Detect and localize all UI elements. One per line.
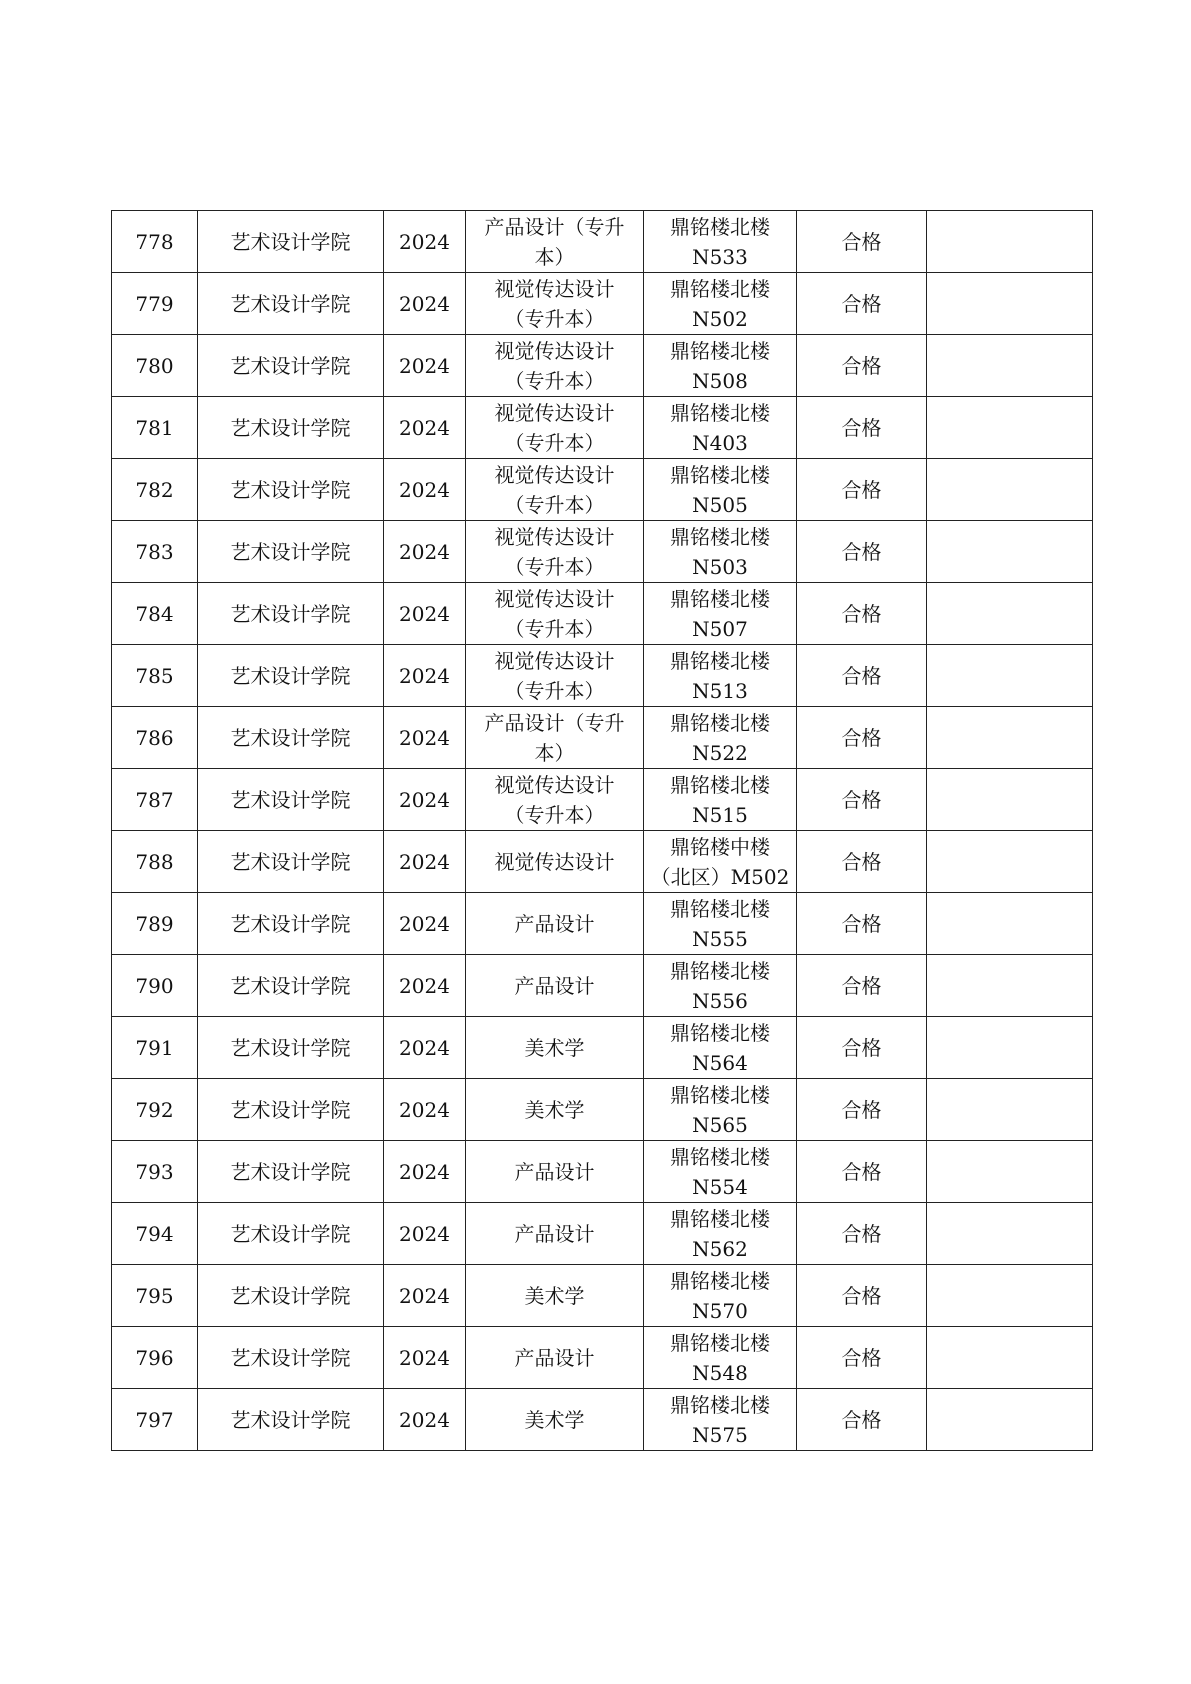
cell-serial-number: 792 [112, 1079, 198, 1141]
cell-college: 艺术设计学院 [198, 1017, 384, 1079]
cell-serial-number: 785 [112, 645, 198, 707]
cell-serial-number: 797 [112, 1389, 198, 1451]
cell-room [644, 397, 797, 459]
table-row [112, 521, 1093, 583]
cell-note [927, 273, 1093, 335]
cell-serial-number: 779 [112, 273, 198, 335]
cell-room-line: 鼎铭楼北楼 [670, 896, 770, 921]
cell-result: 合格 [797, 459, 927, 521]
cell-serial-number: 782 [112, 459, 198, 521]
cell-room-line: 鼎铭楼北楼 [670, 1330, 770, 1355]
cell-result: 合格 [797, 1141, 927, 1203]
cell-note [927, 1389, 1093, 1451]
cell-college: 艺术设计学院 [198, 1389, 384, 1451]
cell-room-line: N508 [692, 368, 748, 393]
cell-major [466, 1203, 644, 1265]
cell-major [466, 521, 644, 583]
cell-room-line: 鼎铭楼北楼 [670, 586, 770, 611]
cell-room [644, 583, 797, 645]
cell-major-line: 视觉传达设计 [494, 772, 615, 797]
cell-result: 合格 [797, 1017, 927, 1079]
table-row [112, 459, 1093, 521]
cell-major [466, 645, 644, 707]
table-row [112, 1327, 1093, 1389]
cell-year: 2024 [384, 831, 466, 893]
cell-room-line: 鼎铭楼北楼 [670, 338, 770, 363]
cell-note [927, 1079, 1093, 1141]
cell-college: 艺术设计学院 [198, 831, 384, 893]
cell-year: 2024 [384, 1203, 466, 1265]
table-row [112, 831, 1093, 893]
cell-room-line: 鼎铭楼北楼 [670, 400, 770, 425]
cell-result: 合格 [797, 831, 927, 893]
cell-year: 2024 [384, 459, 466, 521]
cell-major-line: （专升本） [504, 430, 605, 455]
cell-major [466, 583, 644, 645]
cell-college: 艺术设计学院 [198, 893, 384, 955]
cell-major-line: 视觉传达设计 [494, 648, 615, 673]
cell-year: 2024 [384, 1389, 466, 1451]
table-row [112, 707, 1093, 769]
cell-room-line: 鼎铭楼北楼 [670, 524, 770, 549]
cell-room-line: 鼎铭楼北楼 [670, 276, 770, 301]
cell-room [644, 645, 797, 707]
table-row [112, 211, 1093, 273]
table-row [112, 1389, 1093, 1451]
table-row [112, 1141, 1093, 1203]
cell-serial-number: 790 [112, 955, 198, 1017]
cell-major-line: （专升本） [504, 368, 605, 393]
cell-result: 合格 [797, 397, 927, 459]
table-row [112, 1203, 1093, 1265]
cell-room-line: N554 [692, 1174, 748, 1199]
cell-result: 合格 [797, 955, 927, 1017]
cell-major-line: （专升本） [504, 554, 605, 579]
cell-major [466, 955, 644, 1017]
cell-major [466, 1079, 644, 1141]
cell-room-line: N503 [692, 554, 748, 579]
cell-year: 2024 [384, 335, 466, 397]
cell-serial-number: 783 [112, 521, 198, 583]
cell-major-line: 产品设计 [514, 911, 595, 936]
cell-major [466, 893, 644, 955]
cell-major-line: 视觉传达设计 [494, 586, 615, 611]
cell-note [927, 459, 1093, 521]
cell-major-line: （专升本） [504, 492, 605, 517]
cell-major-line: 美术学 [524, 1035, 585, 1060]
table-row [112, 335, 1093, 397]
cell-result: 合格 [797, 1327, 927, 1389]
cell-major-line: （专升本） [504, 802, 605, 827]
cell-note [927, 1327, 1093, 1389]
cell-year: 2024 [384, 893, 466, 955]
cell-room-line: 鼎铭楼北楼 [670, 1082, 770, 1107]
cell-college: 艺术设计学院 [198, 211, 384, 273]
cell-room-line: 鼎铭楼中楼 [670, 834, 770, 859]
cell-major [466, 1327, 644, 1389]
cell-major [466, 397, 644, 459]
table-row [112, 397, 1093, 459]
cell-year: 2024 [384, 211, 466, 273]
cell-major-line: 视觉传达设计 [494, 276, 615, 301]
cell-college: 艺术设计学院 [198, 1141, 384, 1203]
cell-college: 艺术设计学院 [198, 645, 384, 707]
table-body [112, 211, 1093, 1451]
cell-major [466, 273, 644, 335]
cell-major-line: （专升本） [504, 616, 605, 641]
cell-major [466, 1017, 644, 1079]
cell-room-line: （北区）M502 [650, 864, 790, 889]
cell-major-line: 本） [534, 740, 575, 765]
cell-major [466, 707, 644, 769]
cell-note [927, 645, 1093, 707]
cell-major-line: 产品设计 [514, 1221, 595, 1246]
cell-year: 2024 [384, 769, 466, 831]
cell-note [927, 583, 1093, 645]
cell-room-line: N513 [692, 678, 748, 703]
cell-room-line: N564 [692, 1050, 748, 1075]
cell-major-line: 视觉传达设计 [494, 338, 615, 363]
cell-room-line: 鼎铭楼北楼 [670, 1144, 770, 1169]
cell-college: 艺术设计学院 [198, 1327, 384, 1389]
cell-note [927, 335, 1093, 397]
cell-serial-number: 788 [112, 831, 198, 893]
cell-serial-number: 787 [112, 769, 198, 831]
cell-room [644, 211, 797, 273]
cell-serial-number: 795 [112, 1265, 198, 1327]
cell-room [644, 955, 797, 1017]
table-row [112, 1017, 1093, 1079]
cell-major-line: 美术学 [524, 1283, 585, 1308]
cell-room-line: 鼎铭楼北楼 [670, 1268, 770, 1293]
cell-room [644, 1079, 797, 1141]
cell-serial-number: 789 [112, 893, 198, 955]
cell-major [466, 769, 644, 831]
cell-room [644, 521, 797, 583]
cell-room [644, 831, 797, 893]
cell-room-line: N505 [692, 492, 748, 517]
cell-result: 合格 [797, 1203, 927, 1265]
cell-major-line: 产品设计（专升 [484, 710, 625, 735]
cell-note [927, 521, 1093, 583]
cell-result: 合格 [797, 707, 927, 769]
cell-result: 合格 [797, 211, 927, 273]
cell-major [466, 1141, 644, 1203]
cell-major [466, 831, 644, 893]
cell-year: 2024 [384, 645, 466, 707]
cell-serial-number: 793 [112, 1141, 198, 1203]
cell-room-line: N575 [692, 1422, 748, 1447]
table-row [112, 645, 1093, 707]
cell-college: 艺术设计学院 [198, 583, 384, 645]
cell-room-line: N507 [692, 616, 748, 641]
cell-room-line: N570 [692, 1298, 748, 1323]
table-row [112, 273, 1093, 335]
cell-serial-number: 781 [112, 397, 198, 459]
cell-note [927, 769, 1093, 831]
cell-room-line: N565 [692, 1112, 748, 1137]
cell-room [644, 893, 797, 955]
cell-note [927, 1141, 1093, 1203]
cell-room-line: N556 [692, 988, 748, 1013]
cell-major [466, 1389, 644, 1451]
cell-major-line: 产品设计（专升 [484, 214, 625, 239]
cell-room [644, 769, 797, 831]
inspection-results-table [111, 210, 1093, 1451]
cell-serial-number: 786 [112, 707, 198, 769]
cell-result: 合格 [797, 521, 927, 583]
cell-note [927, 211, 1093, 273]
table-row [112, 893, 1093, 955]
cell-result: 合格 [797, 1389, 927, 1451]
cell-room [644, 335, 797, 397]
cell-room-line: N502 [692, 306, 748, 331]
cell-major-line: （专升本） [504, 678, 605, 703]
cell-year: 2024 [384, 273, 466, 335]
cell-serial-number: 784 [112, 583, 198, 645]
cell-room-line: 鼎铭楼北楼 [670, 1392, 770, 1417]
cell-college: 艺术设计学院 [198, 397, 384, 459]
cell-college: 艺术设计学院 [198, 459, 384, 521]
cell-room-line: N555 [692, 926, 748, 951]
table-row [112, 583, 1093, 645]
table-row [112, 955, 1093, 1017]
cell-result: 合格 [797, 1265, 927, 1327]
cell-serial-number: 780 [112, 335, 198, 397]
cell-year: 2024 [384, 1265, 466, 1327]
cell-serial-number: 778 [112, 211, 198, 273]
cell-result: 合格 [797, 769, 927, 831]
cell-serial-number: 791 [112, 1017, 198, 1079]
cell-major [466, 335, 644, 397]
cell-year: 2024 [384, 1327, 466, 1389]
cell-result: 合格 [797, 335, 927, 397]
cell-note [927, 1265, 1093, 1327]
cell-room [644, 273, 797, 335]
cell-college: 艺术设计学院 [198, 955, 384, 1017]
cell-major-line: 本） [534, 244, 575, 269]
cell-room-line: 鼎铭楼北楼 [670, 710, 770, 735]
cell-room [644, 1265, 797, 1327]
cell-college: 艺术设计学院 [198, 769, 384, 831]
table-row [112, 769, 1093, 831]
cell-room [644, 1389, 797, 1451]
cell-note [927, 955, 1093, 1017]
cell-room-line: 鼎铭楼北楼 [670, 1020, 770, 1045]
cell-room-line: N403 [692, 430, 748, 455]
table-row [112, 1079, 1093, 1141]
cell-room [644, 459, 797, 521]
cell-major-line: 产品设计 [514, 973, 595, 998]
cell-room-line: N533 [692, 244, 748, 269]
cell-major-line: 视觉传达设计 [494, 849, 615, 874]
table-row [112, 1265, 1093, 1327]
cell-college: 艺术设计学院 [198, 273, 384, 335]
cell-college: 艺术设计学院 [198, 335, 384, 397]
cell-major-line: 美术学 [524, 1097, 585, 1122]
cell-major-line: 视觉传达设计 [494, 462, 615, 487]
cell-college: 艺术设计学院 [198, 521, 384, 583]
cell-year: 2024 [384, 1079, 466, 1141]
cell-room-line: 鼎铭楼北楼 [670, 958, 770, 983]
cell-room [644, 707, 797, 769]
cell-year: 2024 [384, 397, 466, 459]
cell-room-line: N515 [692, 802, 748, 827]
cell-note [927, 397, 1093, 459]
cell-major [466, 211, 644, 273]
cell-result: 合格 [797, 273, 927, 335]
cell-room-line: 鼎铭楼北楼 [670, 1206, 770, 1231]
cell-room [644, 1203, 797, 1265]
cell-year: 2024 [384, 583, 466, 645]
cell-room-line: N548 [692, 1360, 748, 1385]
cell-year: 2024 [384, 707, 466, 769]
cell-year: 2024 [384, 955, 466, 1017]
cell-serial-number: 794 [112, 1203, 198, 1265]
cell-college: 艺术设计学院 [198, 707, 384, 769]
cell-room-line: 鼎铭楼北楼 [670, 462, 770, 487]
cell-college: 艺术设计学院 [198, 1079, 384, 1141]
cell-result: 合格 [797, 893, 927, 955]
cell-major-line: （专升本） [504, 306, 605, 331]
cell-room-line: 鼎铭楼北楼 [670, 772, 770, 797]
cell-major [466, 459, 644, 521]
cell-year: 2024 [384, 521, 466, 583]
cell-major-line: 美术学 [524, 1407, 585, 1432]
cell-major-line: 产品设计 [514, 1159, 595, 1184]
cell-result: 合格 [797, 583, 927, 645]
cell-result: 合格 [797, 1079, 927, 1141]
cell-room-line: N562 [692, 1236, 748, 1261]
cell-note [927, 893, 1093, 955]
cell-note [927, 831, 1093, 893]
cell-year: 2024 [384, 1017, 466, 1079]
cell-note [927, 1017, 1093, 1079]
cell-serial-number: 796 [112, 1327, 198, 1389]
cell-college: 艺术设计学院 [198, 1203, 384, 1265]
cell-room-line: 鼎铭楼北楼 [670, 648, 770, 673]
cell-note [927, 707, 1093, 769]
cell-year: 2024 [384, 1141, 466, 1203]
cell-result: 合格 [797, 645, 927, 707]
cell-room-line: 鼎铭楼北楼 [670, 214, 770, 239]
cell-room [644, 1141, 797, 1203]
cell-room-line: N522 [692, 740, 748, 765]
cell-major-line: 产品设计 [514, 1345, 595, 1370]
cell-major [466, 1265, 644, 1327]
cell-room [644, 1327, 797, 1389]
cell-major-line: 视觉传达设计 [494, 400, 615, 425]
cell-major-line: 视觉传达设计 [494, 524, 615, 549]
cell-room [644, 1017, 797, 1079]
cell-college: 艺术设计学院 [198, 1265, 384, 1327]
cell-note [927, 1203, 1093, 1265]
